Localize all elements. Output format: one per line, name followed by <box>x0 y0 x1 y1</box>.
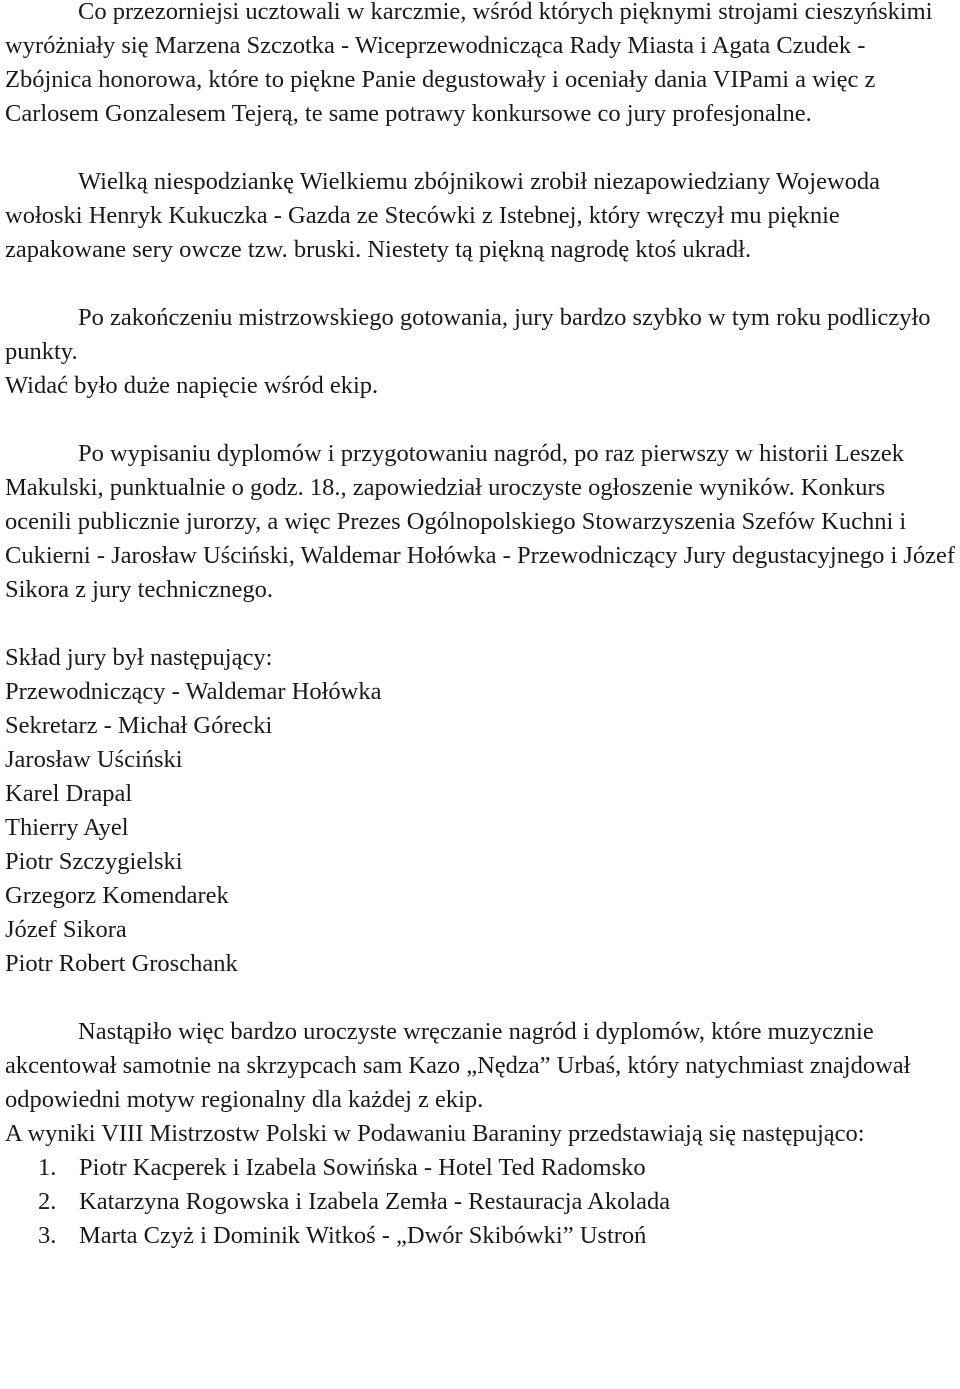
jury-member: Thierry Ayel <box>5 814 129 841</box>
paragraph-napiecie: Widać było duże napięcie wśród ekip. <box>5 372 379 399</box>
result-text: Katarzyna Rogowska i Izabela Zemła - Restauracja Akolada <box>79 1188 671 1215</box>
document-page <box>5 0 957 1253</box>
result-text: Piotr Kacperek i Izabela Sowińska - Hotel Ted Radomsko <box>79 1154 646 1181</box>
paragraph-wreczanie: Nastąpiło więc bardzo uroczyste wręczanie nagród i dyplomów, które muzycznie akcentował samotnie na skrzypcach sam Kazo „Nędza” Urbaś, który natychmiast znajdował odpowiedni motyw regionalny dla każdej z ekip. <box>5 1018 911 1113</box>
result-number: 2. <box>38 1188 57 1215</box>
paragraph-dyplomy: Po wypisaniu dyplomów i przygotowaniu nagród, po raz pierwszy w historii Leszek Makulski, punktualnie o godz. 18., zapowiedział uroczyste ogłoszenie wyników. Konkurs ocenili publicznie jurorzy, a więc Prezes Ogólnopolskiego Stowarzyszenia Szefów Kuchni i Cukierni - Jarosław Uściński, Waldemar Hołówka - Przewodniczący Jury degustacyjnego i Józef Sikora z jury technicznego. <box>5 440 956 603</box>
jury-list <box>5 675 957 981</box>
result-number: 3. <box>38 1222 57 1249</box>
jury-heading: Skład jury był następujący: <box>5 644 273 671</box>
paragraph-karczma: Co przezorniejsi ucztowali w karczmie, wśród których pięknymi strojami cieszyńskimi wyróżniały się Marzena Szczotka - Wiceprzewodnicząca Rady Miasta i Agata Czudek - Zbójnica honorowa, które to piękne Panie degustowały i oceniały dania VIPami a więc z Carlosem Gonzalesem Tejerą, te same potrawy konkursowe co jury profesjonalne. <box>5 0 933 127</box>
jury-member: Sekretarz - Michał Górecki <box>5 712 273 739</box>
result-item <box>5 1219 957 1253</box>
result-text: Marta Czyż i Dominik Witkoś - „Dwór Skibówki” Ustroń <box>79 1222 647 1249</box>
result-number: 1. <box>38 1154 57 1181</box>
jury-member: Piotr Szczygielski <box>5 848 183 875</box>
result-item <box>5 1185 957 1219</box>
results-list <box>5 1151 957 1253</box>
result-item <box>5 1151 957 1185</box>
jury-member: Piotr Robert Groschank <box>5 950 238 977</box>
paragraph-niespodzianka: Wielką niespodziankę Wielkiemu zbójnikowi zrobił niezapowiedziany Wojewoda wołoski Henryk Kukuczka - Gazda ze Stecówki z Istebnej, który wręczył mu pięknie zapakowane sery owcze tzw. bruski. Niestety tą piękną nagrodę ktoś ukradł. <box>5 168 881 263</box>
jury-member: Grzegorz Komendarek <box>5 882 229 909</box>
paragraph-punkty: Po zakończeniu mistrzowskiego gotowania, jury bardzo szybko w tym roku podliczyło punkty. <box>5 304 931 365</box>
jury-member: Przewodniczący - Waldemar Hołówka <box>5 678 382 705</box>
jury-member: Józef Sikora <box>5 916 127 943</box>
jury-member: Karel Drapal <box>5 780 133 807</box>
paragraph-wyniki-intro: A wyniki VIII Mistrzostw Polski w Podawaniu Baraniny przedstawiają się następująco: <box>5 1120 865 1147</box>
jury-member: Jarosław Uściński <box>5 746 183 773</box>
